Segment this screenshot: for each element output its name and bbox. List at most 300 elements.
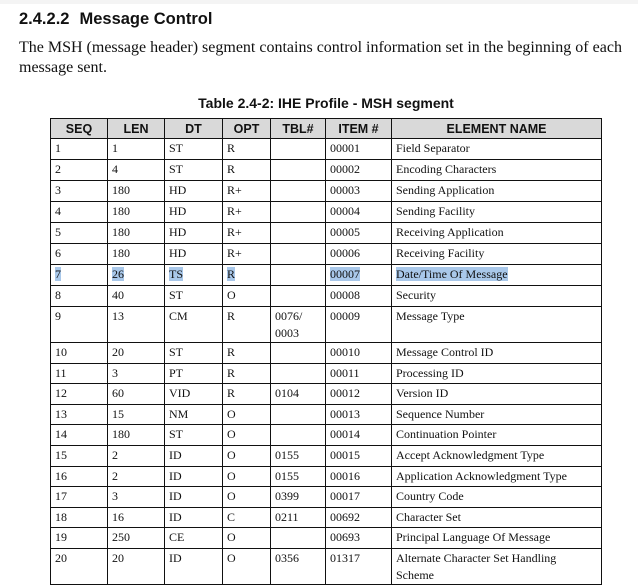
cell-text: 00012	[330, 386, 360, 401]
cell-text: ST	[169, 345, 184, 359]
cell-text: VID	[169, 386, 191, 401]
section-title: Message Control	[79, 10, 213, 28]
cell-opt	[223, 223, 271, 244]
cell-text: 180	[112, 183, 130, 197]
cell-len	[108, 384, 165, 405]
cell-text: 00001	[330, 141, 360, 155]
cell-text: Field Separator	[396, 141, 470, 155]
cell-text: Message Control ID	[396, 345, 494, 359]
cell-text: 00014	[330, 427, 360, 442]
cell-opt	[223, 202, 271, 223]
cell-opt	[223, 528, 271, 549]
cell-text: Character Set	[396, 509, 461, 524]
section-number: 2.4.2.2	[19, 10, 70, 28]
cell-len	[108, 181, 165, 202]
cell-text: 5	[55, 225, 61, 239]
cell-element-name	[392, 286, 602, 307]
cell-element-name	[392, 466, 602, 487]
cell-text: Receiving Application	[396, 225, 504, 239]
cell-text: 2	[112, 468, 118, 483]
cell-seq	[51, 244, 108, 265]
cell-text: 0399	[275, 489, 299, 504]
cell-text: O	[227, 447, 236, 462]
cell-text: HD	[169, 246, 187, 260]
cell-text: O	[227, 288, 236, 302]
table-row	[51, 507, 602, 528]
cell-text: Sending Facility	[396, 204, 475, 218]
cell-text: 20	[55, 550, 67, 565]
cell-item	[326, 466, 392, 487]
cell-seq	[51, 286, 108, 307]
column-header-item: ITEM #	[326, 119, 392, 139]
cell-opt	[223, 384, 271, 405]
cell-text: 00003	[330, 183, 360, 197]
cell-text: ST	[169, 288, 184, 302]
cell-text: 10	[55, 345, 67, 359]
cell-seq	[51, 425, 108, 446]
cell-len	[108, 202, 165, 223]
cell-text: O	[227, 530, 236, 545]
cell-text: 0211	[275, 509, 299, 524]
cell-len	[108, 548, 165, 584]
cell-item	[326, 343, 392, 364]
cell-len	[108, 507, 165, 528]
table-row	[51, 181, 602, 202]
cell-text: O	[227, 550, 236, 565]
cell-text: 00009	[330, 309, 360, 323]
table-row	[51, 445, 602, 466]
cell-text: 00017	[330, 489, 360, 504]
cell-opt	[223, 343, 271, 364]
cell-text: HD	[169, 204, 187, 218]
cell-element-name	[392, 307, 602, 343]
cell-text: TS	[169, 267, 184, 281]
cell-text: 20	[112, 345, 124, 359]
cell-text: 9	[55, 309, 61, 323]
table-row	[51, 384, 602, 405]
cell-text: 0356	[275, 550, 299, 565]
cell-text: 00005	[330, 225, 360, 239]
cell-seq	[51, 343, 108, 364]
cell-text: Message Type	[396, 309, 465, 323]
cell-text: 4	[55, 204, 61, 218]
cell-tbl	[271, 445, 326, 466]
cell-item	[326, 160, 392, 181]
cell-opt	[223, 265, 271, 286]
cell-dt	[165, 548, 223, 584]
cell-item	[326, 487, 392, 508]
table-row	[51, 139, 602, 160]
cell-text: Alternate Character Set Handling Scheme	[396, 550, 557, 582]
cell-dt	[165, 425, 223, 446]
column-header-tbl: TBL#	[271, 119, 326, 139]
table-row	[51, 466, 602, 487]
cell-element-name	[392, 223, 602, 244]
cell-dt	[165, 404, 223, 425]
cell-text: 17	[55, 489, 67, 504]
cell-text: 0155	[275, 447, 299, 462]
cell-text: HD	[169, 225, 187, 239]
cell-dt	[165, 202, 223, 223]
table-row	[51, 223, 602, 244]
cell-text: ID	[169, 550, 182, 565]
top-edge	[0, 0, 638, 4]
cell-text: 14	[55, 427, 67, 442]
cell-text: Country Code	[396, 489, 464, 504]
cell-dt	[165, 466, 223, 487]
cell-item	[326, 307, 392, 343]
cell-opt	[223, 466, 271, 487]
cell-tbl	[271, 528, 326, 549]
table-row	[51, 343, 602, 364]
cell-text: C	[227, 509, 236, 524]
cell-dt	[165, 363, 223, 384]
cell-text: ST	[169, 162, 184, 176]
cell-text: 01317	[330, 550, 360, 565]
cell-text: 18	[55, 509, 67, 524]
column-header-seq: SEQ	[51, 119, 108, 139]
cell-text: Security	[396, 288, 436, 302]
cell-text: 11	[55, 365, 67, 380]
cell-element-name	[392, 244, 602, 265]
cell-dt	[165, 307, 223, 343]
cell-len	[108, 487, 165, 508]
cell-tbl	[271, 244, 326, 265]
cell-text: 180	[112, 427, 130, 442]
cell-item	[326, 139, 392, 160]
cell-item	[326, 244, 392, 265]
cell-tbl	[271, 487, 326, 508]
cell-text: R+	[227, 225, 242, 239]
cell-item	[326, 404, 392, 425]
cell-seq	[51, 139, 108, 160]
cell-opt	[223, 487, 271, 508]
cell-text: CM	[169, 309, 188, 323]
cell-text: 180	[112, 246, 130, 260]
cell-tbl	[271, 202, 326, 223]
cell-seq	[51, 223, 108, 244]
intro-paragraph: The MSH (message header) segment contains control information set in the beginning of each message sent.	[19, 39, 622, 76]
cell-seq	[51, 307, 108, 343]
cell-text: 00006	[330, 246, 360, 260]
cell-tbl	[271, 343, 326, 364]
cell-text: 8	[55, 288, 61, 302]
cell-text: 180	[112, 225, 130, 239]
cell-dt	[165, 139, 223, 160]
cell-text: 00011	[330, 365, 360, 380]
cell-text: O	[227, 406, 236, 421]
cell-dt	[165, 528, 223, 549]
cell-text: 13	[55, 406, 67, 421]
cell-opt	[223, 548, 271, 584]
cell-seq	[51, 202, 108, 223]
cell-text: Continuation Pointer	[396, 427, 497, 442]
cell-text: 4	[112, 162, 118, 176]
cell-text: R	[227, 365, 236, 380]
cell-dt	[165, 181, 223, 202]
cell-len	[108, 363, 165, 384]
cell-text: NM	[169, 406, 189, 421]
cell-text: 1	[112, 141, 118, 155]
cell-text: Date/Time Of Message	[396, 267, 508, 281]
cell-opt	[223, 286, 271, 307]
cell-tbl	[271, 404, 326, 425]
cell-len	[108, 244, 165, 265]
table-row	[51, 286, 602, 307]
cell-item	[326, 202, 392, 223]
cell-tbl	[271, 223, 326, 244]
cell-tbl	[271, 363, 326, 384]
cell-text: 13	[112, 309, 124, 323]
cell-text: R+	[227, 204, 242, 218]
cell-text: ST	[169, 427, 184, 442]
cell-text: 00010	[330, 345, 360, 359]
cell-element-name	[392, 404, 602, 425]
cell-text: 16	[55, 468, 67, 483]
cell-seq	[51, 548, 108, 584]
cell-seq	[51, 507, 108, 528]
cell-opt	[223, 160, 271, 181]
cell-text: ID	[169, 489, 182, 504]
cell-element-name	[392, 528, 602, 549]
cell-text: R	[227, 162, 236, 176]
cell-text: 15	[55, 447, 67, 462]
cell-text: 00004	[330, 204, 360, 218]
cell-text: 00016	[330, 468, 360, 483]
cell-dt	[165, 445, 223, 466]
cell-text: Sequence Number	[396, 406, 485, 421]
cell-len	[108, 404, 165, 425]
cell-item	[326, 286, 392, 307]
cell-len	[108, 265, 165, 286]
cell-seq	[51, 363, 108, 384]
cell-item	[326, 507, 392, 528]
cell-seq	[51, 528, 108, 549]
cell-text: 0104	[275, 386, 299, 401]
column-header-opt: OPT	[223, 119, 271, 139]
cell-item	[326, 528, 392, 549]
cell-text: ID	[169, 509, 182, 524]
cell-text: 0076/ 0003	[275, 309, 303, 340]
cell-text: R	[227, 141, 236, 155]
cell-text: 00007	[330, 267, 360, 281]
cell-text: 00002	[330, 162, 360, 176]
cell-element-name	[392, 425, 602, 446]
cell-item	[326, 363, 392, 384]
table-row	[51, 307, 602, 343]
cell-seq	[51, 265, 108, 286]
cell-tbl	[271, 507, 326, 528]
cell-tbl	[271, 286, 326, 307]
cell-text: 00013	[330, 406, 360, 421]
cell-text: 3	[55, 183, 61, 197]
cell-text: HD	[169, 183, 187, 197]
cell-item	[326, 384, 392, 405]
cell-seq	[51, 445, 108, 466]
cell-len	[108, 286, 165, 307]
column-header-len: LEN	[108, 119, 165, 139]
cell-item	[326, 425, 392, 446]
cell-text: 00008	[330, 288, 360, 302]
cell-seq	[51, 487, 108, 508]
cell-element-name	[392, 160, 602, 181]
cell-text: O	[227, 427, 236, 442]
cell-item	[326, 181, 392, 202]
column-header-element-name: ELEMENT NAME	[392, 119, 602, 139]
cell-tbl	[271, 548, 326, 584]
cell-element-name	[392, 487, 602, 508]
table-row	[51, 160, 602, 181]
cell-text: 180	[112, 204, 130, 218]
cell-tbl	[271, 466, 326, 487]
cell-text: R+	[227, 183, 242, 197]
cell-tbl	[271, 425, 326, 446]
cell-len	[108, 139, 165, 160]
cell-text: Processing ID	[396, 365, 464, 380]
cell-dt	[165, 160, 223, 181]
cell-dt	[165, 487, 223, 508]
table-row	[51, 425, 602, 446]
cell-text: PT	[169, 365, 184, 380]
cell-dt	[165, 286, 223, 307]
cell-text: R	[227, 309, 236, 323]
cell-seq	[51, 384, 108, 405]
cell-text: Principal Language Of Message	[396, 530, 551, 545]
cell-tbl	[271, 139, 326, 160]
cell-element-name	[392, 139, 602, 160]
cell-tbl	[271, 307, 326, 343]
cell-text: 00692	[330, 509, 360, 524]
cell-len	[108, 160, 165, 181]
cell-text: Version ID	[396, 386, 449, 401]
cell-text: ID	[169, 468, 182, 483]
table-row	[51, 244, 602, 265]
cell-element-name	[392, 363, 602, 384]
cell-text: 00015	[330, 447, 360, 462]
cell-text: ID	[169, 447, 182, 462]
cell-text: 3	[112, 365, 118, 380]
cell-dt	[165, 265, 223, 286]
cell-text: 2	[112, 447, 118, 462]
cell-text: 3	[112, 489, 118, 504]
cell-element-name	[392, 181, 602, 202]
cell-text: Accept Acknowledgment Type	[396, 447, 545, 462]
table-header-row	[51, 119, 602, 139]
cell-len	[108, 425, 165, 446]
cell-len	[108, 223, 165, 244]
cell-text: Receiving Facility	[396, 246, 485, 260]
cell-text: 12	[55, 386, 67, 401]
table-row	[51, 528, 602, 549]
cell-tbl	[271, 384, 326, 405]
cell-opt	[223, 244, 271, 265]
cell-text: 16	[112, 509, 124, 524]
cell-text: R	[227, 386, 236, 401]
cell-text: 19	[55, 530, 67, 545]
cell-opt	[223, 445, 271, 466]
cell-opt	[223, 139, 271, 160]
cell-element-name	[392, 445, 602, 466]
cell-dt	[165, 244, 223, 265]
table-row	[51, 202, 602, 223]
table-row	[51, 404, 602, 425]
cell-len	[108, 445, 165, 466]
cell-len	[108, 466, 165, 487]
cell-opt	[223, 404, 271, 425]
cell-dt	[165, 507, 223, 528]
cell-opt	[223, 181, 271, 202]
cell-text: Application Acknowledgment Type	[396, 468, 567, 483]
cell-len	[108, 307, 165, 343]
cell-text: R+	[227, 246, 242, 260]
cell-element-name	[392, 548, 602, 584]
cell-element-name	[392, 384, 602, 405]
cell-text: 60	[112, 386, 124, 401]
cell-opt	[223, 307, 271, 343]
cell-seq	[51, 160, 108, 181]
cell-tbl	[271, 181, 326, 202]
cell-len	[108, 528, 165, 549]
cell-text: Sending Application	[396, 183, 495, 197]
cell-text: 40	[112, 288, 124, 302]
section-heading	[19, 10, 212, 29]
cell-text: R	[227, 267, 236, 281]
cell-seq	[51, 404, 108, 425]
cell-seq	[51, 181, 108, 202]
cell-opt	[223, 363, 271, 384]
cell-item	[326, 223, 392, 244]
column-header-dt: DT	[165, 119, 223, 139]
cell-text: ST	[169, 141, 184, 155]
cell-element-name	[392, 202, 602, 223]
msh-segment-table	[50, 118, 602, 585]
cell-text: 26	[112, 267, 124, 281]
cell-tbl	[271, 265, 326, 286]
cell-text: 0155	[275, 468, 299, 483]
table-row	[51, 265, 602, 286]
cell-element-name	[392, 343, 602, 364]
cell-opt	[223, 425, 271, 446]
cell-element-name	[392, 265, 602, 286]
cell-tbl	[271, 160, 326, 181]
cell-text: CE	[169, 530, 185, 545]
cell-item	[326, 445, 392, 466]
cell-dt	[165, 384, 223, 405]
cell-text: 7	[55, 267, 61, 281]
cell-text: 250	[112, 530, 130, 545]
cell-len	[108, 343, 165, 364]
cell-opt	[223, 507, 271, 528]
cell-text: 15	[112, 406, 124, 421]
cell-dt	[165, 343, 223, 364]
cell-text: Encoding Characters	[396, 162, 497, 176]
cell-text: 1	[55, 141, 61, 155]
cell-text: 2	[55, 162, 61, 176]
cell-seq	[51, 466, 108, 487]
cell-text: 20	[112, 550, 124, 565]
table-caption: Table 2.4-2: IHE Profile - MSH segment	[198, 95, 454, 111]
cell-dt	[165, 223, 223, 244]
table-row	[51, 548, 602, 584]
cell-item	[326, 548, 392, 584]
cell-item	[326, 265, 392, 286]
cell-text: 6	[55, 246, 61, 260]
cell-text: R	[227, 345, 236, 359]
table-row	[51, 487, 602, 508]
cell-text: O	[227, 468, 236, 483]
table-row	[51, 363, 602, 384]
cell-text: 00693	[330, 530, 360, 545]
